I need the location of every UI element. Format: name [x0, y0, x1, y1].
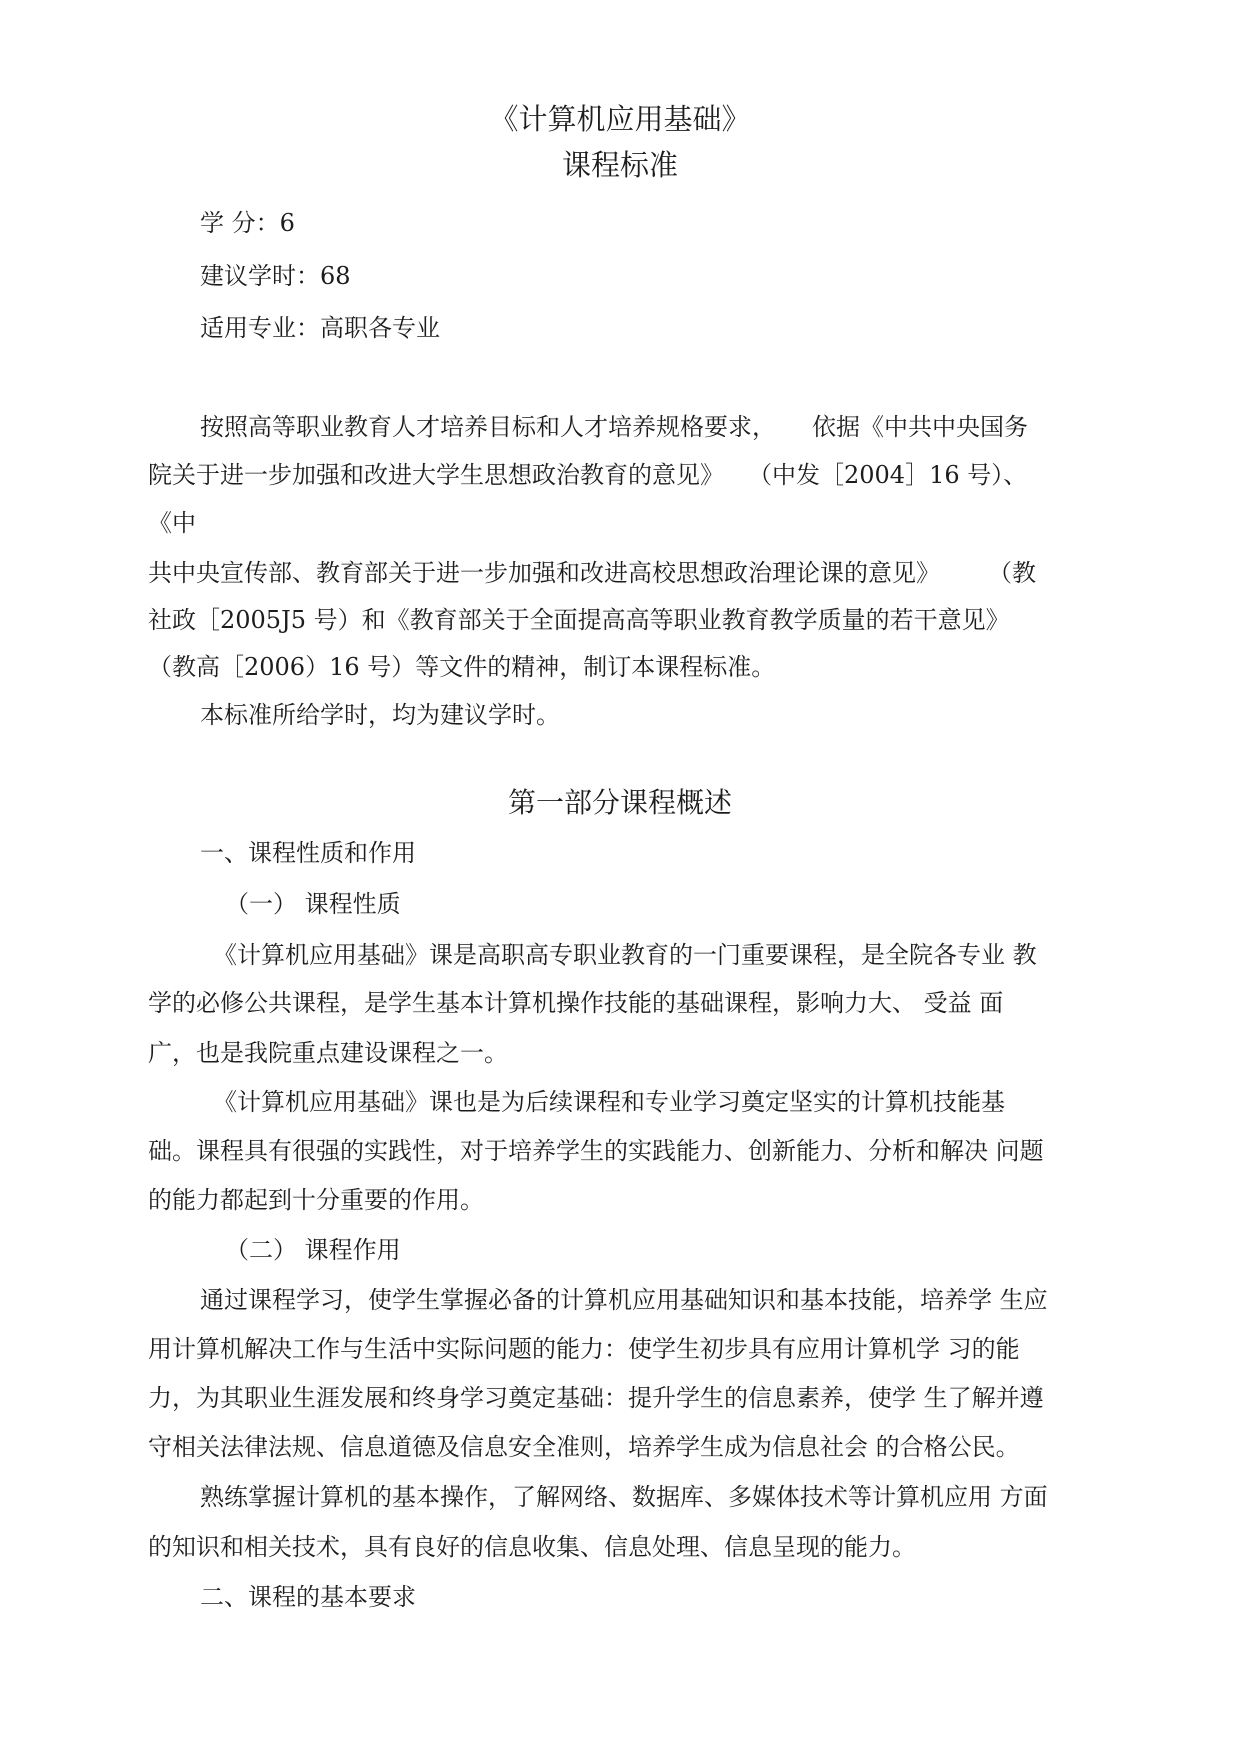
section2-title: 二、课程的基本要求: [200, 1583, 416, 1611]
paragraph-line: 用计算机解决工作与生活中实际问题的能力：使学生初步具有应用计算机学 习的能: [148, 1335, 1020, 1363]
document-subtitle: 课程标准: [561, 148, 678, 182]
paragraph-line: 广，也是我院重点建设课程之一。: [148, 1039, 508, 1067]
paragraph-line: 础。课程具有很强的实践性，对于培养学生的实践能力、创新能力、分析和解决 问题: [148, 1137, 1044, 1165]
subsection2-title: （二） 课程作用: [225, 1236, 401, 1264]
meta-credits: 学 分：6: [200, 209, 295, 237]
paragraph-line: 力，为其职业生涯发展和终身学习奠定基础：提升学生的信息素养，使学 生了解并遵: [148, 1384, 1044, 1412]
intro-line: 院关于进一步加强和改进大学生思想政治教育的意见》 （中发［2004］16 号）、: [148, 461, 1028, 489]
subsection1-title: （一） 课程性质: [225, 890, 401, 918]
intro-line: 社政［2005J5 号）和《教育部关于全面提高高等职业教育教学质量的若干意见》: [148, 606, 1010, 634]
intro-note: 本标准所给学时，均为建议学时。: [200, 701, 560, 729]
paragraph-line: 的知识和相关技术，具有良好的信息收集、信息处理、信息呈现的能力。: [148, 1533, 916, 1561]
paragraph-line: 《计算机应用基础》课也是为后续课程和专业学习奠定坚实的计算机技能基: [213, 1088, 1005, 1116]
meta-majors: 适用专业：高职各专业: [200, 314, 440, 342]
intro-line: 按照高等职业教育人才培养目标和人才培养规格要求， 依据《中共中央国务: [200, 413, 1028, 441]
intro-line: 共中央宣传部、教育部关于进一步加强和改进高校思想政治理论课的意见》 （教: [148, 559, 1036, 587]
paragraph-line: 守相关法律法规、信息道德及信息安全准则，培养学生成为信息社会 的合格公民。: [148, 1433, 1020, 1461]
meta-hours: 建议学时：68: [200, 262, 351, 290]
paragraph-line: 《计算机应用基础》课是高职高专职业教育的一门重要课程，是全院各专业 教: [213, 941, 1037, 969]
paragraph-line: 熟练掌握计算机的基本操作，了解网络、数据库、多媒体技术等计算机应用 方面: [200, 1483, 1048, 1511]
intro-line: 《中: [148, 509, 196, 537]
paragraph-line: 的能力都起到十分重要的作用。: [148, 1186, 484, 1214]
document-title: 《计算机应用基础》: [489, 102, 751, 136]
paragraph-line: 通过课程学习，使学生掌握必备的计算机应用基础知识和基本技能，培养学 生应: [200, 1286, 1048, 1314]
part1-heading: 第一部分课程概述: [507, 786, 732, 819]
paragraph-line: 学的必修公共课程，是学生基本计算机操作技能的基础课程，影响力大、 受益 面: [148, 989, 1004, 1017]
section1-title: 一、课程性质和作用: [200, 839, 416, 867]
intro-line: （教高［2006）16 号）等文件的精神，制订本课程标准。: [148, 653, 776, 681]
